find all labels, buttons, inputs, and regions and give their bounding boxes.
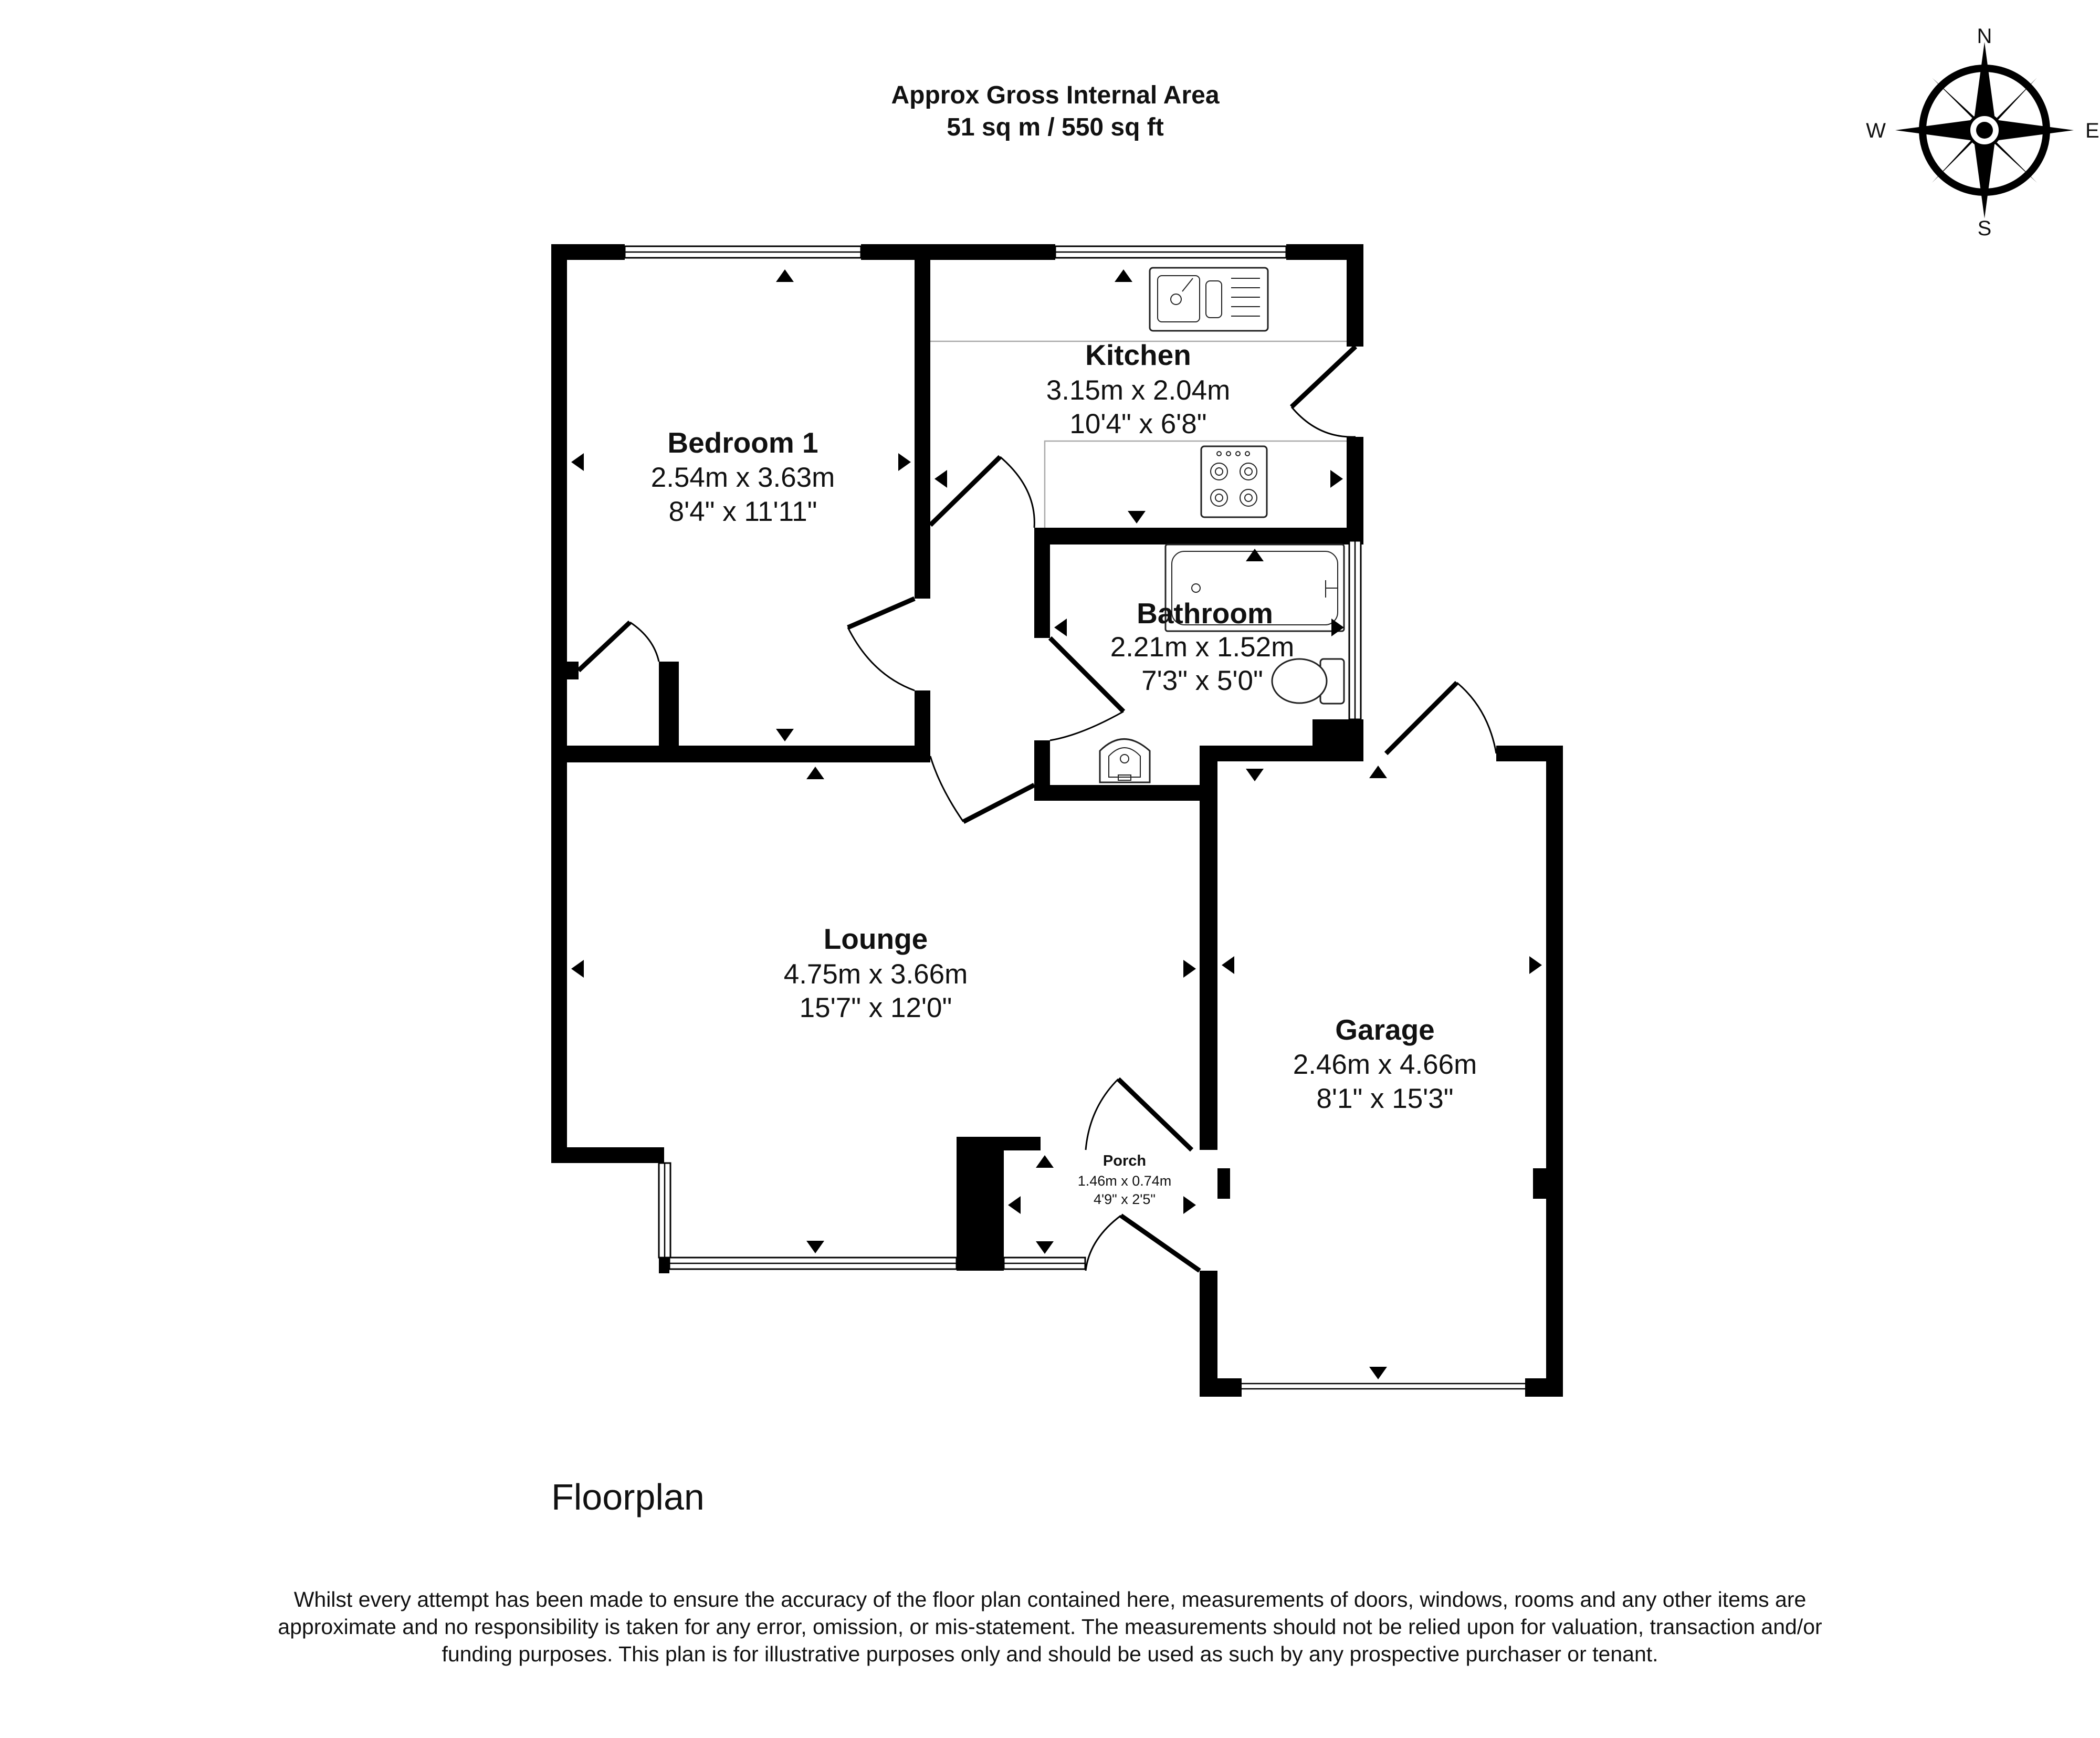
room-garage	[1293, 1013, 1477, 1114]
room-metric: 2.21m x 1.52m	[1110, 632, 1295, 663]
room-bathroom	[1110, 597, 1295, 696]
basin-icon	[1100, 739, 1150, 783]
floor-label: Floorplan	[551, 1477, 705, 1517]
compass-west-label: W	[1866, 119, 1886, 142]
room-name: Lounge	[823, 923, 928, 955]
room-bedroom-1	[651, 426, 835, 527]
room-name: Bathroom	[1137, 597, 1273, 630]
room-porch	[1078, 1153, 1172, 1207]
room-name: Porch	[1102, 1153, 1147, 1169]
room-imperial: 15'7" x 12'0"	[799, 992, 952, 1023]
room-imperial: 8'4" x 11'11"	[668, 496, 817, 527]
room-name: Garage	[1335, 1013, 1435, 1046]
room-name: Kitchen	[1085, 339, 1191, 371]
room-kitchen	[1046, 339, 1231, 439]
compass-north-label: N	[1977, 25, 1992, 48]
room-metric: 2.54m x 3.63m	[650, 462, 835, 493]
room-metric: 3.15m x 2.04m	[1046, 375, 1231, 406]
room-name: Bedroom 1	[667, 426, 818, 459]
room-imperial: 10'4" x 6'8"	[1069, 409, 1207, 439]
room-imperial: 8'1" x 15'3"	[1316, 1083, 1454, 1114]
compass-east-label: E	[2085, 119, 2099, 142]
kitchen-sink-icon	[1150, 268, 1268, 331]
compass-rose-icon	[1895, 42, 2074, 218]
room-imperial: 7'3" x 5'0"	[1141, 665, 1263, 696]
room-lounge	[784, 923, 968, 1023]
cooker-hob-icon	[1201, 446, 1267, 517]
area-title: Approx Gross Internal Area	[891, 81, 1220, 109]
room-metric: 1.46m x 0.74m	[1077, 1173, 1172, 1189]
disclaimer-text: Whilst every attempt has been made to ensure the accuracy of the floor plan contained here, measurements of doors, windows, rooms and any other items are approximate and no responsibility is taken for any error, omission, or mis-statement. The measurements should not be relied upon for valuation, transaction and/or funding purposes. This plan is for illustrative purposes only and should be used as such by any prospective purchaser or tenant.	[278, 1587, 1822, 1666]
area-value: 51 sq m / 550 sq ft	[947, 113, 1164, 141]
toilet-icon	[1272, 659, 1344, 704]
compass-south-label: S	[1977, 217, 1992, 240]
walls	[551, 244, 1563, 1397]
room-imperial: 4'9" x 2'5"	[1093, 1191, 1156, 1207]
room-metric: 4.75m x 3.66m	[783, 959, 968, 990]
room-metric: 2.46m x 4.66m	[1293, 1049, 1477, 1080]
